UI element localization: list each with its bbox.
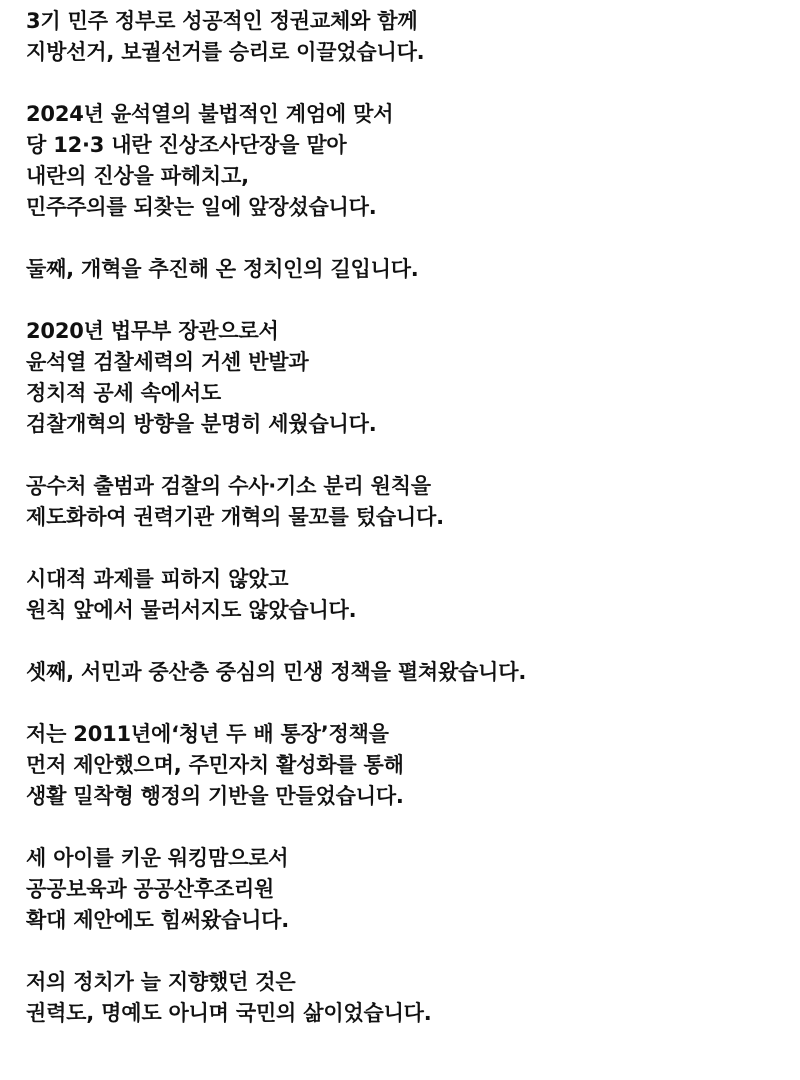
paragraph-8 <box>26 719 786 812</box>
text-line: 3기 민주 정부로 성공적인 정권교체와 함께 <box>26 9 418 33</box>
paragraph-7 <box>26 657 786 688</box>
text-line: 먼저 제안했으며, 주민자치 활성화를 통해 <box>26 753 404 777</box>
paragraph-9 <box>26 843 786 936</box>
text-line: 저는 2011년에‘청년 두 배 통장’정책을 <box>26 722 389 746</box>
text-line: 둘째, 개혁을 추진해 온 정치인의 길입니다. <box>26 257 419 281</box>
text-line: 민주주의를 되찾는 일에 앞장섰습니다. <box>26 195 377 219</box>
text-line: 내란의 진상을 파헤치고, <box>26 164 249 188</box>
text-line: 셋째, 서민과 중산층 중심의 민생 정책을 펼쳐왔습니다. <box>26 660 527 684</box>
paragraph-1 <box>26 6 786 68</box>
document-body <box>26 6 786 1029</box>
text-line: 당 12·3 내란 진상조사단장을 맡아 <box>26 133 347 157</box>
text-line: 검찰개혁의 방향을 분명히 세웠습니다. <box>26 412 377 436</box>
paragraph-3 <box>26 254 786 285</box>
text-line: 2024년 윤석열의 불법적인 계엄에 맞서 <box>26 102 394 126</box>
paragraph-6 <box>26 564 786 626</box>
text-line: 공수처 출범과 검찰의 수사·기소 분리 원칙을 <box>26 474 431 498</box>
text-line: 정치적 공세 속에서도 <box>26 381 221 405</box>
text-line: 공공보육과 공공산후조리원 <box>26 877 275 901</box>
text-line: 지방선거, 보궐선거를 승리로 이끌었습니다. <box>26 40 425 64</box>
paragraph-4 <box>26 316 786 440</box>
text-line: 생활 밀착형 행정의 기반을 만들었습니다. <box>26 784 404 808</box>
paragraph-2 <box>26 99 786 223</box>
text-line: 권력도, 명예도 아니며 국민의 삶이었습니다. <box>26 1001 432 1025</box>
text-line: 시대적 과제를 피하지 않았고 <box>26 567 289 591</box>
text-line: 제도화하여 권력기관 개혁의 물꼬를 텄습니다. <box>26 505 444 529</box>
paragraph-10 <box>26 967 786 1029</box>
text-line: 세 아이를 키운 워킹맘으로서 <box>26 846 289 870</box>
text-line: 저의 정치가 늘 지향했던 것은 <box>26 970 296 994</box>
text-line: 2020년 법무부 장관으로서 <box>26 319 279 343</box>
text-line: 윤석열 검찰세력의 거센 반발과 <box>26 350 309 374</box>
paragraph-5 <box>26 471 786 533</box>
text-line: 확대 제안에도 힘써왔습니다. <box>26 908 290 932</box>
text-line: 원칙 앞에서 물러서지도 않았습니다. <box>26 598 357 622</box>
